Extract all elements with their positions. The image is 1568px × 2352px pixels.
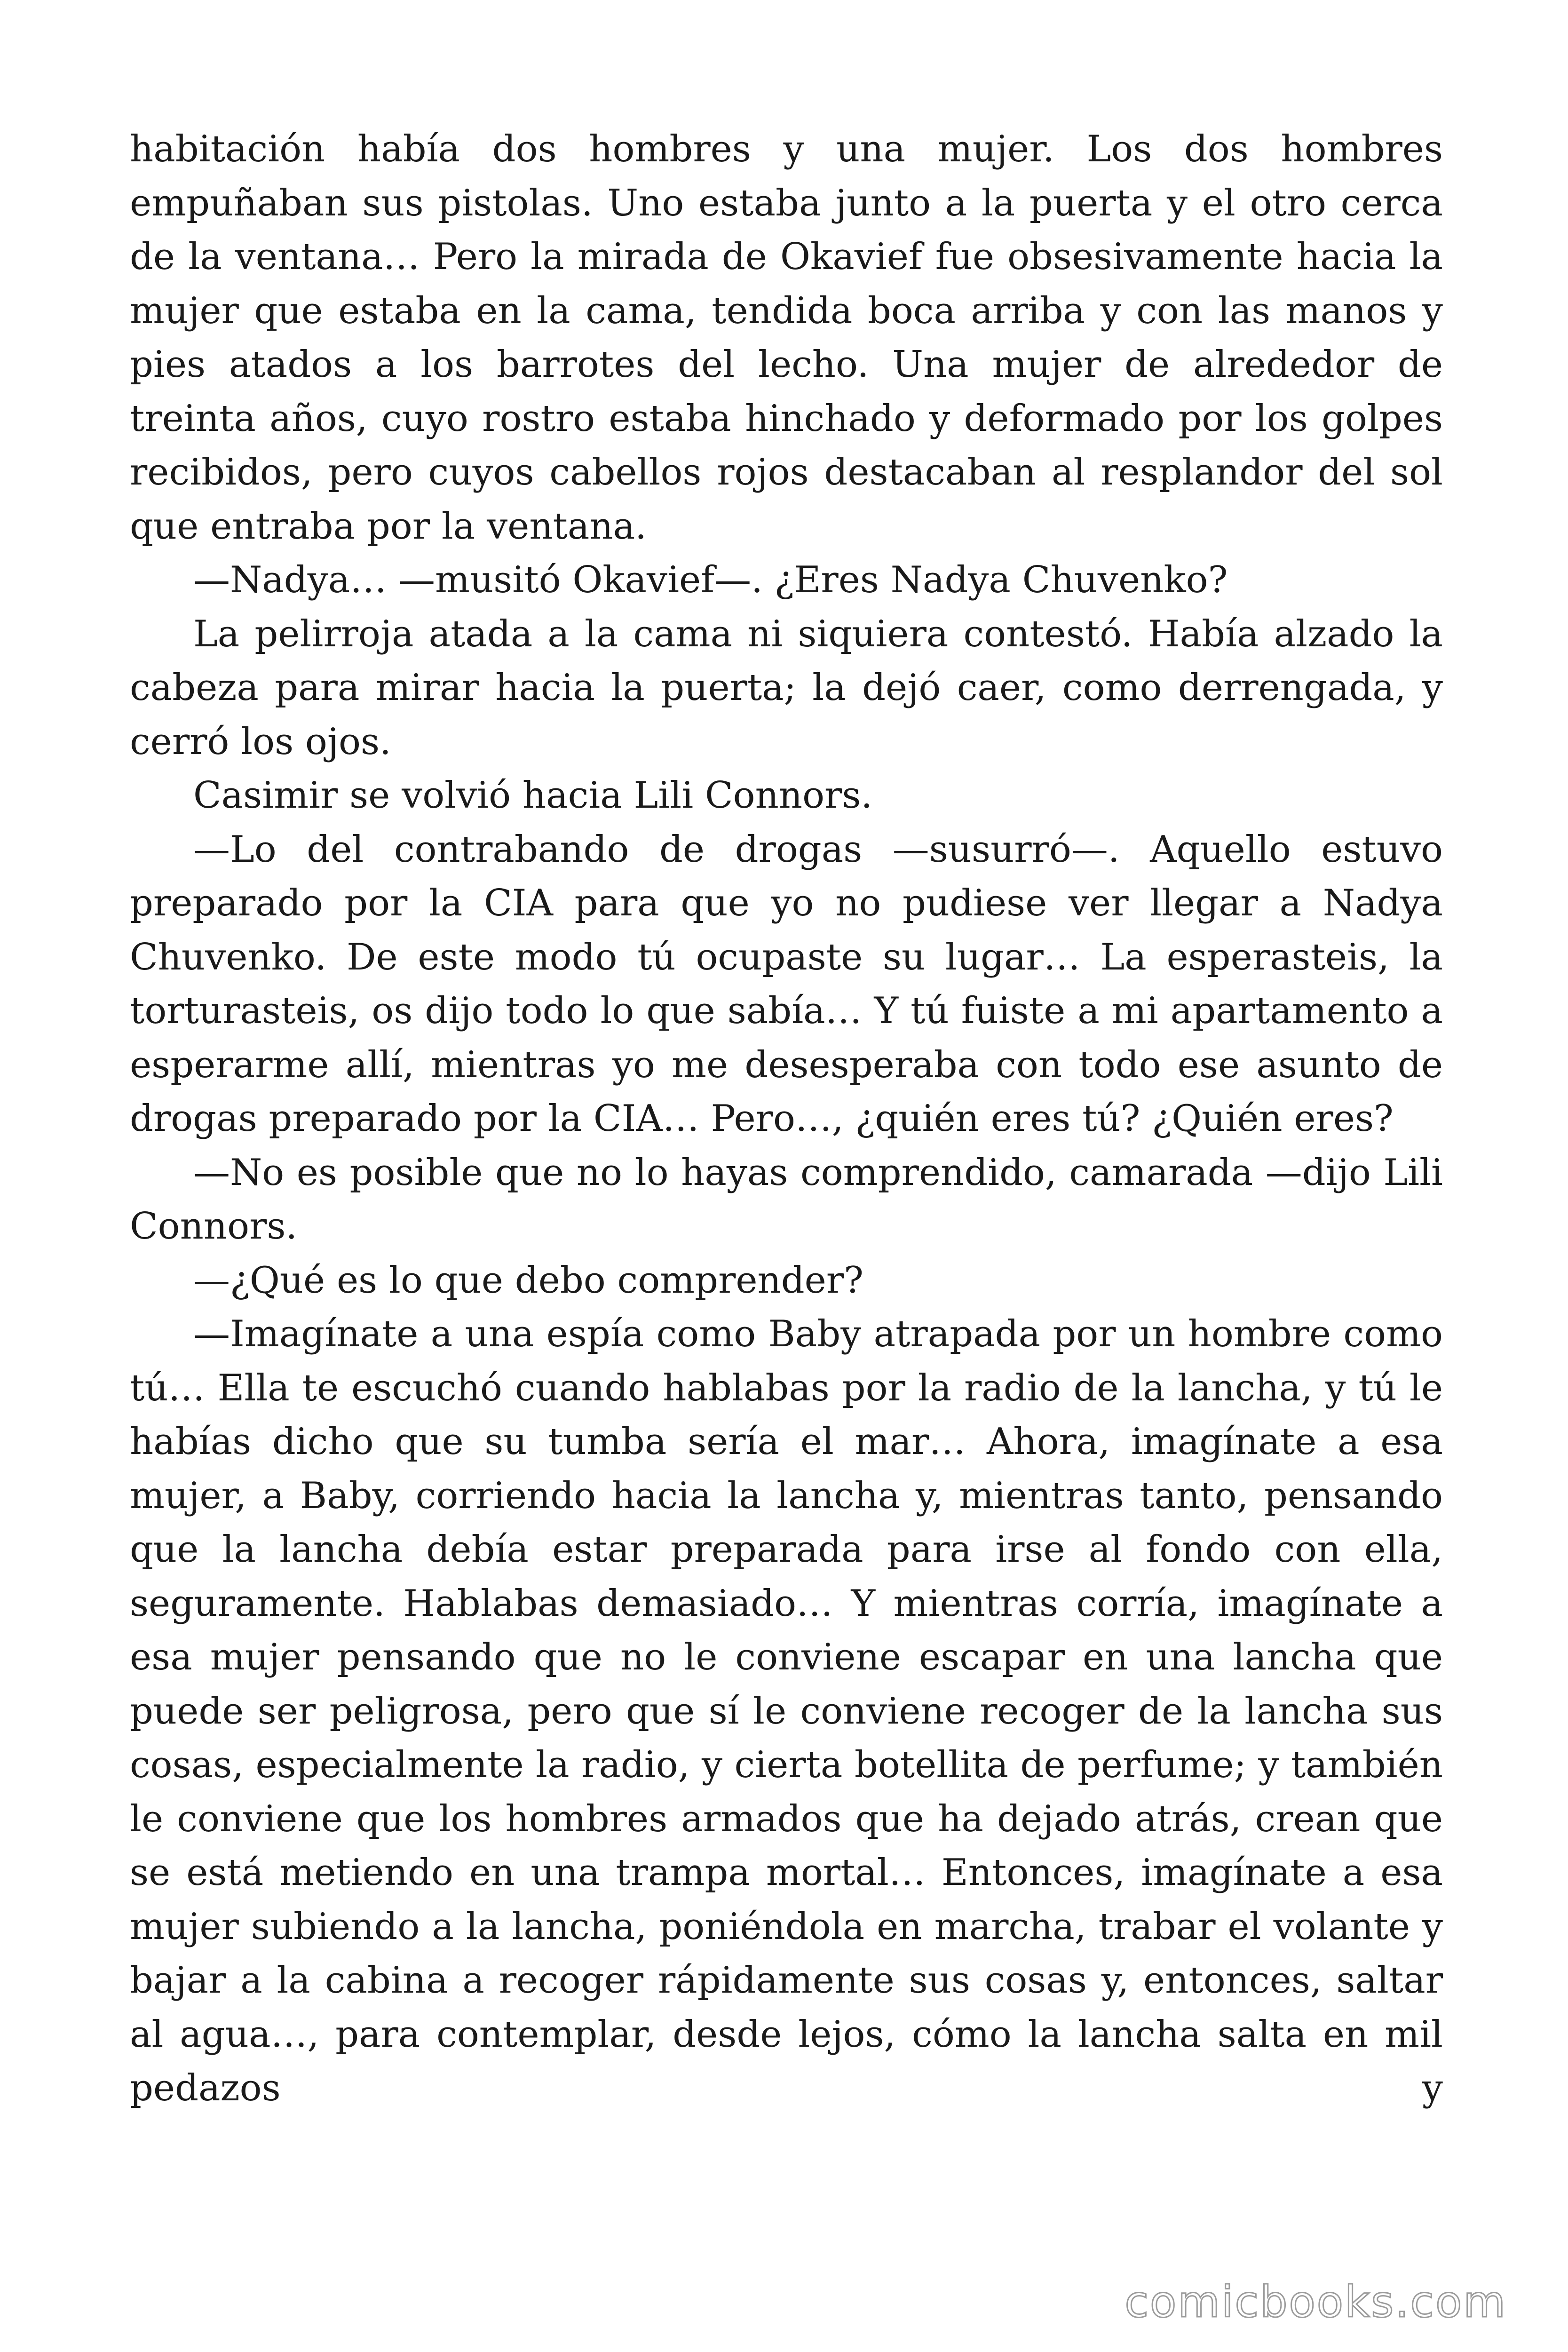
paragraph-no-es-posible: —No es posible que no lo hayas comprendido, camarada —dijo Lili Connors. xyxy=(130,1151,1443,1248)
paragraph-imaginate: —Imagínate a una espía como Baby atrapada por un hombre como tú… Ella te escuchó cuando hablabas por la radio de la lancha, y tú le habías dicho que su tumba sería el mar… Ahora, imagínate a esa mujer, a Baby, corriendo hacia la lancha y, mientras tanto, pensando que la lancha debía estar preparada para irse al fondo con ella, seguramente. Hablabas demasiado… Y mientras corría, imagínate a esa mujer pensando que no le conviene escapar en una lancha que puede ser peligrosa, pero que sí le conviene recoger de la lancha sus cosas, especialmente la radio, y cierta botellita de perfume; y también le conviene que los hombres armados que ha dejado atrás, crean que se está metiendo en una trampa mortal… Entonces, imagínate a esa mujer subiendo a la lancha, poniéndola en marcha, trabar el volante y bajar a la cabina a recoger rápidamente sus cosas y, entonces, saltar al agua…, para contemplar, desde lejos, cómo la lancha salta en mil pedazos y xyxy=(130,1313,1443,2109)
body-text xyxy=(130,122,1443,2115)
paragraph-casimir: Casimir se volvió hacia Lili Connors. xyxy=(193,774,873,817)
paragraph-que-debo: —¿Qué es lo que debo comprender? xyxy=(193,1259,863,1302)
paragraph-pelirroja: La pelirroja atada a la cama ni siquiera contestó. Había alzado la cabeza para mirar hacia la puerta; la dejó caer, como derrengada, y cerró los ojos. xyxy=(130,612,1443,763)
paragraph-dialogue-nadya: —Nadya… —musitó Okavief—. ¿Eres Nadya Chuvenko? xyxy=(193,559,1228,601)
watermark-logo: comicbooks.com xyxy=(1125,2277,1507,2327)
paragraph-continuation: habitación había dos hombres y una mujer. Los dos hombres empuñaban sus pistolas. Uno estaba junto a la puerta y el otro cerca de la ventana… Pero la mirada de Okavief fue obsesivamente hacia la mujer que estaba en la cama, tendida boca arriba y con las manos y pies atados a los barrotes del lecho. Una mujer de alrededor de treinta años, cuyo rostro estaba hinchado y deformado por los golpes recibidos, pero cuyos cabellos rojos destacaban al resplandor del sol que entraba por la ventana. xyxy=(130,128,1443,548)
paragraph-contrabando: —Lo del contrabando de drogas —susurró—. Aquello estuvo preparado por la CIA para que yo no pudiese ver llegar a Nadya Chuvenko. De este modo tú ocupaste su lugar… La esperasteis, la torturasteis, os dijo todo lo que sabía… Y tú fuiste a mi apartamento a esperarme allí, mientras yo me desesperaba con todo ese asunto de drogas preparado por la CIA… Pero…, ¿quién eres tú? ¿Quién eres? xyxy=(130,828,1443,1140)
